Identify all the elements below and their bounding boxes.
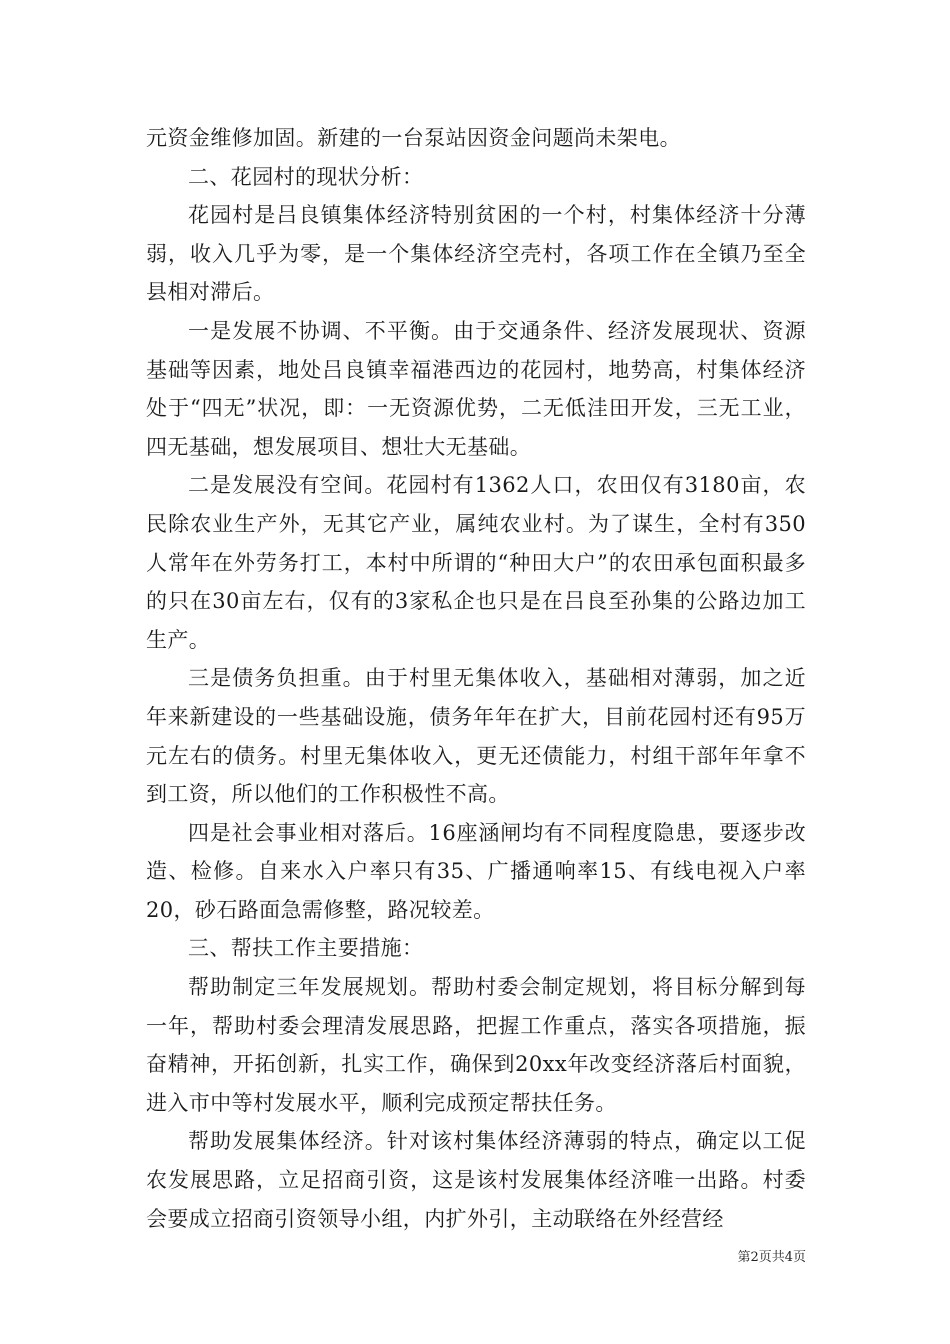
paragraph-point-one: 一是发展不协调、不平衡。由于交通条件、经济发展现状、资源基础等因素，地处吕良镇幸福港西边的花园村，地势高，村集体经济处于“四无”状况，即：一无资源优势，二无低洼田开发，三无工业，四无基础，想发展项目、想壮大无基础。 (146, 318, 806, 459)
paragraph-point-four: 四是社会事业相对落后。16座涵闸均有不同程度隐患，要逐步改造、检修。自来水入户率只有35、广播通响率15、有线电视入户率20，砂石路面急需修整，路况较差。 (146, 820, 806, 922)
section-heading-measures: 三、帮扶工作主要措施： (188, 936, 424, 961)
paragraph-point-two: 二是发展没有空间。花园村有1362人口，农田仅有3180亩，农民除农业生产外，无其它产业，属纯农业村。为了谋生，全村有350人常年在外劳务打工，本村中所谓的“种田大户”的农田承包面积最多的只在30亩左右，仅有的3家私企也只是在吕良至孙集的公路边加工生产。 (146, 473, 806, 652)
paragraph-point-three: 三是债务负担重。由于村里无集体收入，基础相对薄弱，加之近年来新建设的一些基础设施，债务年年在扩大，目前花园村还有95万元左右的债务。村里无集体收入，更无还债能力，村组干部年年拿不到工资，所以他们的工作积极性不高。 (146, 666, 806, 807)
paragraph-measure-economy: 帮助发展集体经济。针对该村集体经济薄弱的特点，确定以工促农发展思路，立足招商引资，这是该村发展集体经济唯一出路。村委会要成立招商引资领导小组，内扩外引，主动联络在外经营经 (146, 1129, 806, 1231)
paragraph-measure-plan: 帮助制定三年发展规划。帮助村委会制定规划，将目标分解到每一年，帮助村委会理清发展思路，把握工作重点，落实各项措施，振奋精神，开拓创新，扎实工作，确保到20xx年改变经济落后村面貌，进入市中等村发展水平，顺利完成预定帮扶任务。 (146, 975, 806, 1115)
section-heading-status-analysis: 二、花园村的现状分析： (188, 164, 424, 189)
page-number-footer: 第2页共4页 (737, 1250, 806, 1265)
document-body (146, 119, 806, 1238)
paragraph-continuation: 元资金维修加固。新建的一台泵站因资金问题尚未架电。 (146, 126, 681, 150)
paragraph-overview: 花园村是吕良镇集体经济特别贫困的一个村，村集体经济十分薄弱，收入几乎为零，是一个集体经济空壳村，各项工作在全镇乃至全县相对滞后。 (146, 203, 806, 305)
